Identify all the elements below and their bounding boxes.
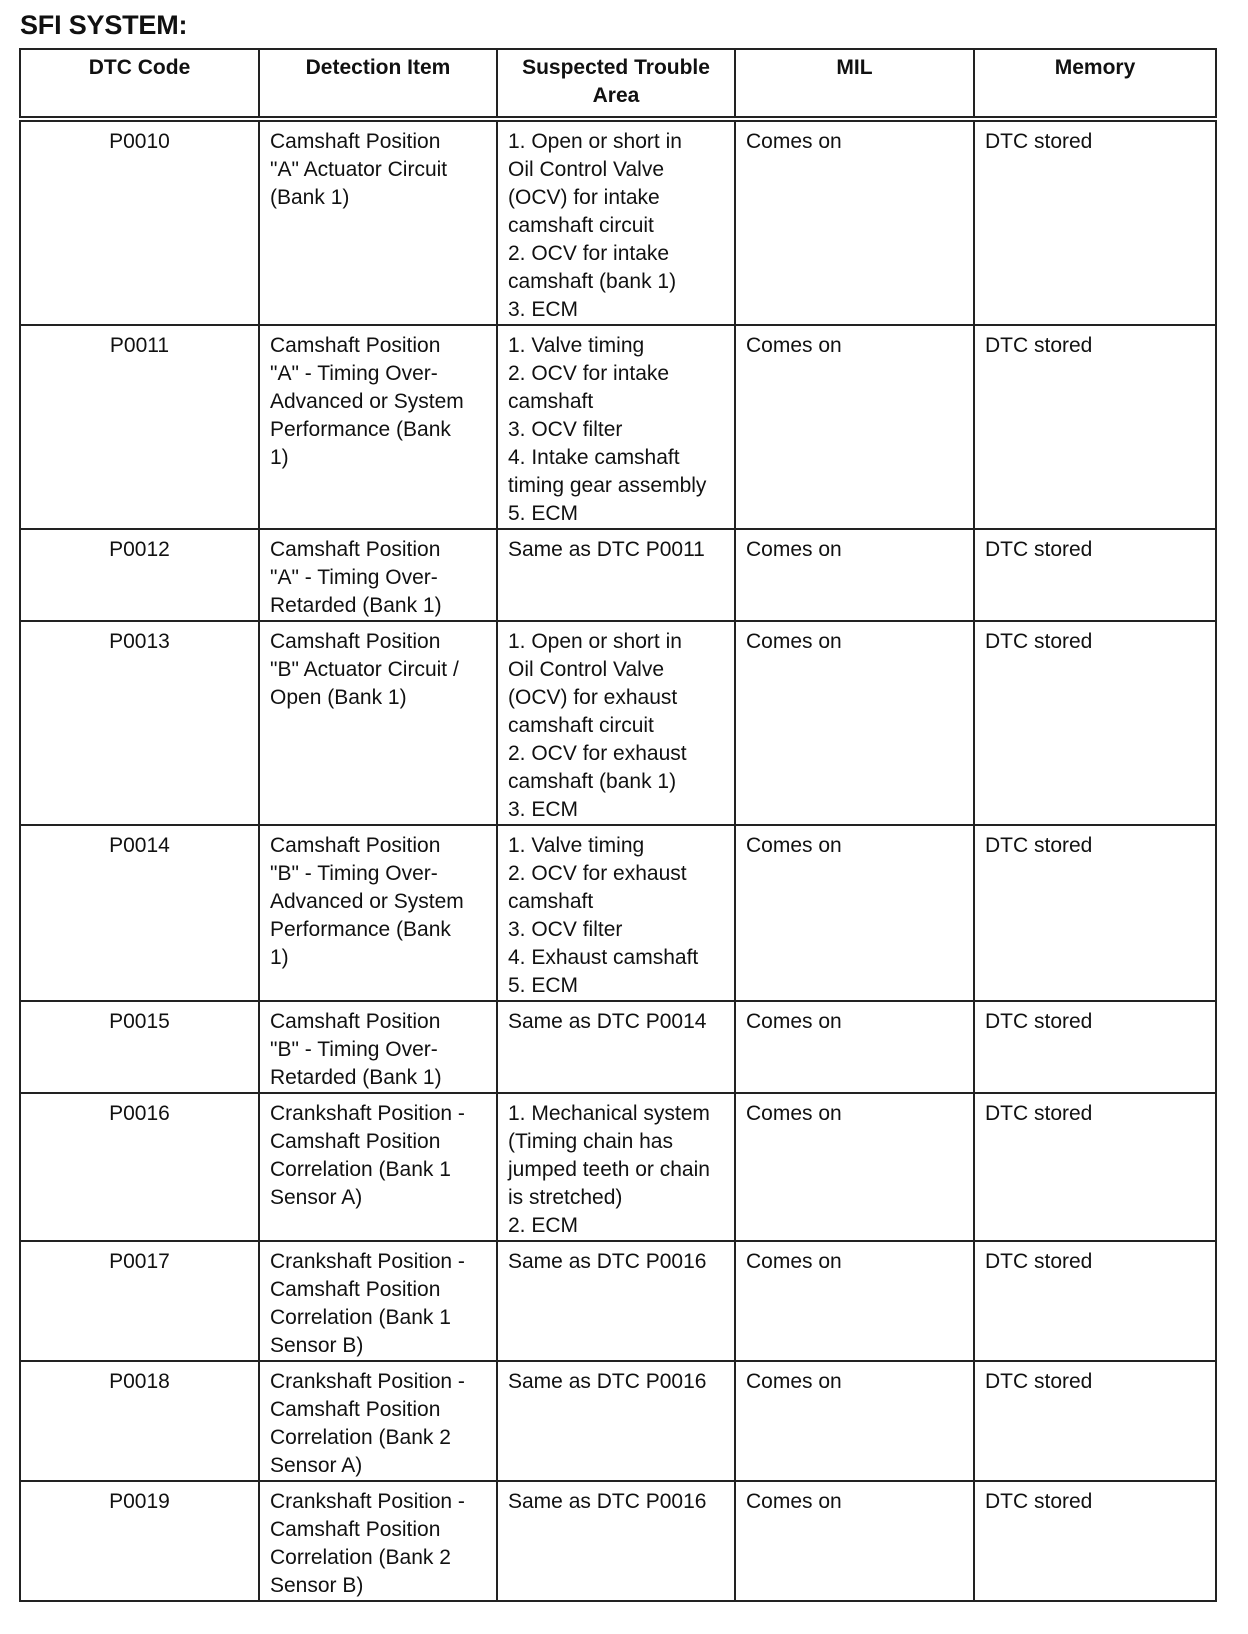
trouble-area-cell xyxy=(497,1001,735,1093)
trouble-area-line: (OCV) for intake xyxy=(508,186,660,209)
detection-item-line: "B" - Timing Over- xyxy=(270,862,438,885)
detection-item-line: Open (Bank 1) xyxy=(270,686,407,709)
trouble-area-line: 4. Intake camshaft xyxy=(508,446,680,469)
memory-cell: DTC stored xyxy=(974,1241,1216,1361)
trouble-area-line: 2. OCV for intake xyxy=(508,242,670,265)
dtc-code-cell: P0018 xyxy=(20,1361,259,1481)
detection-item-line: 1) xyxy=(270,946,289,969)
mil-cell: Comes on xyxy=(735,621,974,825)
trouble-area-line: 2. ECM xyxy=(508,1214,579,1237)
detection-item-line: "A" Actuator Circuit xyxy=(270,158,448,181)
trouble-area-line: 1. Open or short in xyxy=(508,130,682,153)
table-row xyxy=(20,119,1216,325)
page-title: SFI SYSTEM: xyxy=(20,10,188,40)
detection-item-cell xyxy=(259,119,497,325)
mil-cell: Comes on xyxy=(735,1481,974,1601)
trouble-area-line: 2. OCV for intake xyxy=(508,362,670,385)
dtc-code-cell: P0019 xyxy=(20,1481,259,1601)
trouble-area-line: Same as DTC P0016 xyxy=(508,1490,707,1513)
dtc-code-cell: P0013 xyxy=(20,621,259,825)
detection-item-line: Camshaft Position xyxy=(270,834,441,857)
detection-item-line: Correlation (Bank 2 xyxy=(270,1546,451,1569)
dtc-code-cell: P0015 xyxy=(20,1001,259,1093)
table-row xyxy=(20,1093,1216,1241)
detection-item-cell xyxy=(259,1361,497,1481)
trouble-area-line: 1. Mechanical system xyxy=(508,1102,710,1125)
trouble-area-line: jumped teeth or chain xyxy=(508,1158,710,1181)
detection-item-line: Sensor B) xyxy=(270,1334,364,1357)
header-detection-item: Detection Item xyxy=(259,49,497,119)
dtc-code-cell: P0010 xyxy=(20,119,259,325)
detection-item-line: Camshaft Position xyxy=(270,1398,441,1421)
detection-item-cell xyxy=(259,825,497,1001)
trouble-area-cell xyxy=(497,1241,735,1361)
detection-item-line: Sensor B) xyxy=(270,1574,364,1597)
mil-cell: Comes on xyxy=(735,1093,974,1241)
detection-item-cell xyxy=(259,529,497,621)
dtc-code-cell: P0016 xyxy=(20,1093,259,1241)
trouble-area-line: 4. Exhaust camshaft xyxy=(508,946,699,969)
trouble-area-line: 1. Valve timing xyxy=(508,334,645,357)
detection-item-line: "A" - Timing Over- xyxy=(270,566,438,589)
trouble-area-line: camshaft (bank 1) xyxy=(508,270,677,293)
dtc-code-cell: P0011 xyxy=(20,325,259,529)
trouble-area-cell xyxy=(497,529,735,621)
memory-cell: DTC stored xyxy=(974,325,1216,529)
memory-cell: DTC stored xyxy=(974,1001,1216,1093)
trouble-area-cell xyxy=(497,825,735,1001)
detection-item-line: Camshaft Position xyxy=(270,538,441,561)
table-row xyxy=(20,1001,1216,1093)
dtc-code-cell: P0012 xyxy=(20,529,259,621)
trouble-area-line: Oil Control Valve xyxy=(508,658,665,681)
mil-cell: Comes on xyxy=(735,529,974,621)
detection-item-line: "A" - Timing Over- xyxy=(270,362,438,385)
detection-item-line: Sensor A) xyxy=(270,1186,363,1209)
dtc-code-cell: P0017 xyxy=(20,1241,259,1361)
memory-cell: DTC stored xyxy=(974,1481,1216,1601)
detection-item-line: 1) xyxy=(270,446,289,469)
trouble-area-line: Same as DTC P0011 xyxy=(508,538,705,561)
detection-item-line: Performance (Bank xyxy=(270,918,451,941)
trouble-area-line: camshaft xyxy=(508,890,594,913)
mil-cell: Comes on xyxy=(735,325,974,529)
memory-cell: DTC stored xyxy=(974,825,1216,1001)
memory-cell: DTC stored xyxy=(974,529,1216,621)
detection-item-line: Crankshaft Position - xyxy=(270,1102,465,1125)
detection-item-line: Crankshaft Position - xyxy=(270,1370,465,1393)
detection-item-cell xyxy=(259,325,497,529)
trouble-area-line: camshaft (bank 1) xyxy=(508,770,677,793)
trouble-area-line: Oil Control Valve xyxy=(508,158,665,181)
header-mil: MIL xyxy=(735,49,974,119)
mil-cell: Comes on xyxy=(735,825,974,1001)
table-row xyxy=(20,1241,1216,1361)
trouble-area-line: (Timing chain has xyxy=(508,1130,673,1153)
detection-item-line: Correlation (Bank 1 xyxy=(270,1306,451,1329)
mil-cell: Comes on xyxy=(735,119,974,325)
trouble-area-line: 3. ECM xyxy=(508,298,579,321)
trouble-area-line: camshaft circuit xyxy=(508,214,654,237)
trouble-area-line: Same as DTC P0014 xyxy=(508,1010,707,1033)
trouble-area-line: (OCV) for exhaust xyxy=(508,686,678,709)
table-body xyxy=(20,119,1216,1601)
detection-item-line: Camshaft Position xyxy=(270,630,441,653)
memory-cell: DTC stored xyxy=(974,1361,1216,1481)
trouble-area-cell xyxy=(497,1481,735,1601)
header-row xyxy=(20,49,1216,119)
mil-cell: Comes on xyxy=(735,1361,974,1481)
detection-item-line: Camshaft Position xyxy=(270,334,441,357)
detection-item-line: Crankshaft Position - xyxy=(270,1490,465,1513)
header-dtc-code: DTC Code xyxy=(20,49,259,119)
dtc-code-cell: P0014 xyxy=(20,825,259,1001)
trouble-area-cell xyxy=(497,119,735,325)
detection-item-line: Camshaft Position xyxy=(270,1130,441,1153)
trouble-area-cell xyxy=(497,325,735,529)
mil-cell: Comes on xyxy=(735,1241,974,1361)
trouble-area-line: 5. ECM xyxy=(508,974,579,997)
detection-item-line: Retarded (Bank 1) xyxy=(270,1066,442,1089)
mil-cell: Comes on xyxy=(735,1001,974,1093)
header-suspected-trouble-area: Suspected Trouble Area xyxy=(497,49,735,119)
detection-item-line: Correlation (Bank 1 xyxy=(270,1158,451,1181)
detection-item-line: Retarded (Bank 1) xyxy=(270,594,442,617)
table-row xyxy=(20,1481,1216,1601)
trouble-area-line: 3. ECM xyxy=(508,798,579,821)
trouble-area-line: 2. OCV for exhaust xyxy=(508,862,687,885)
trouble-area-line: camshaft circuit xyxy=(508,714,654,737)
trouble-area-line: is stretched) xyxy=(508,1186,623,1209)
detection-item-line: "B" - Timing Over- xyxy=(270,1038,438,1061)
detection-item-cell xyxy=(259,621,497,825)
trouble-area-line: 1. Valve timing xyxy=(508,834,645,857)
trouble-area-line: Same as DTC P0016 xyxy=(508,1370,707,1393)
table-row xyxy=(20,621,1216,825)
trouble-area-line: camshaft xyxy=(508,390,594,413)
detection-item-line: "B" Actuator Circuit / xyxy=(270,658,459,681)
trouble-area-line: 2. OCV for exhaust xyxy=(508,742,687,765)
trouble-area-cell xyxy=(497,621,735,825)
trouble-area-cell xyxy=(497,1093,735,1241)
detection-item-line: Camshaft Position xyxy=(270,1518,441,1541)
table-row xyxy=(20,529,1216,621)
table-row xyxy=(20,825,1216,1001)
detection-item-line: Camshaft Position xyxy=(270,1278,441,1301)
table-row xyxy=(20,325,1216,529)
detection-item-line: Sensor A) xyxy=(270,1454,363,1477)
dtc-table xyxy=(19,48,1217,1602)
detection-item-line: Advanced or System xyxy=(270,390,464,413)
detection-item-cell xyxy=(259,1001,497,1093)
trouble-area-line: 5. ECM xyxy=(508,502,579,525)
trouble-area-line: 3. OCV filter xyxy=(508,918,623,941)
trouble-area-cell xyxy=(497,1361,735,1481)
detection-item-cell xyxy=(259,1481,497,1601)
detection-item-line: Crankshaft Position - xyxy=(270,1250,465,1273)
detection-item-line: Performance (Bank xyxy=(270,418,451,441)
trouble-area-line: timing gear assembly xyxy=(508,474,707,497)
memory-cell: DTC stored xyxy=(974,1093,1216,1241)
header-memory: Memory xyxy=(974,49,1216,119)
detection-item-line: Advanced or System xyxy=(270,890,464,913)
detection-item-line: Correlation (Bank 2 xyxy=(270,1426,451,1449)
detection-item-line: (Bank 1) xyxy=(270,186,350,209)
detection-item-cell xyxy=(259,1093,497,1241)
detection-item-line: Camshaft Position xyxy=(270,1010,441,1033)
memory-cell: DTC stored xyxy=(974,119,1216,325)
table-row xyxy=(20,1361,1216,1481)
detection-item-cell xyxy=(259,1241,497,1361)
trouble-area-line: Same as DTC P0016 xyxy=(508,1250,707,1273)
memory-cell: DTC stored xyxy=(974,621,1216,825)
trouble-area-line: 3. OCV filter xyxy=(508,418,623,441)
trouble-area-line: 1. Open or short in xyxy=(508,630,682,653)
detection-item-line: Camshaft Position xyxy=(270,130,441,153)
